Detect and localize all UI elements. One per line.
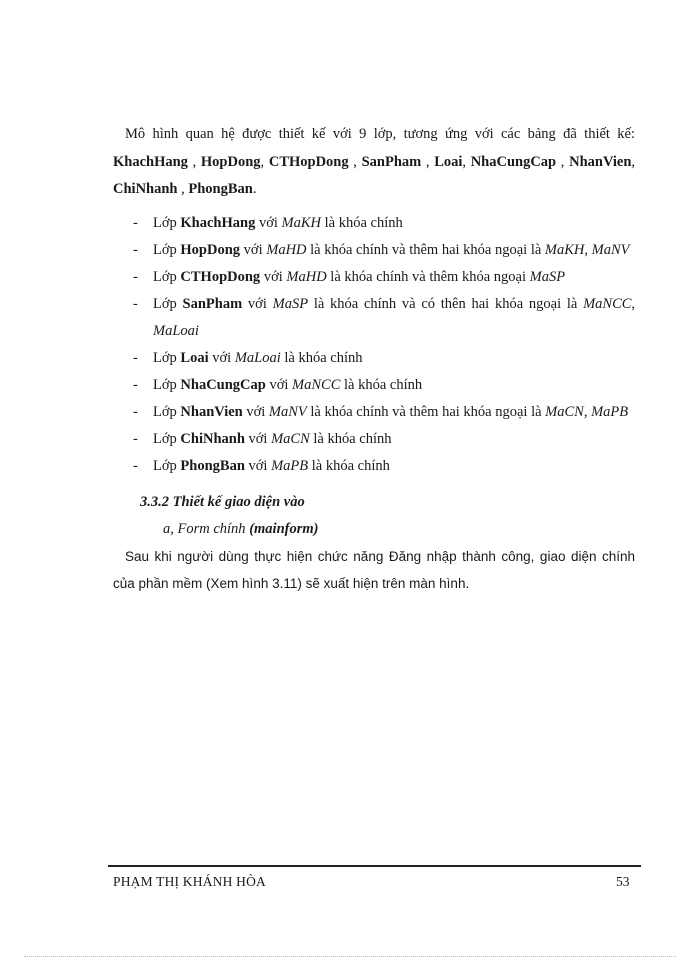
dash-bullet: - [133, 403, 138, 420]
class-name: CTHopDong [180, 268, 261, 285]
dash-bullet: - [133, 241, 138, 258]
footer-author: PHẠM THỊ KHÁNH HÒA [113, 874, 266, 889]
table-name: HopDong [200, 153, 261, 170]
section-heading: 3.3.2 Thiết kế giao diện vào [140, 493, 305, 510]
foreign-key: MaNCC [583, 295, 632, 312]
foreign-key: MaPB [591, 403, 629, 420]
class-list [113, 210, 635, 480]
intro-text: Mô hình quan hệ được thiết kế với 9 lớp, tương ứng với các bảng đã thiết kế: [125, 126, 635, 142]
list-item: - Lớp ChiNhanh với MaCN là khóa chính [113, 426, 635, 453]
list-item: - Lớp NhanVien với MaNV là khóa chính và thêm hai khóa ngoại là MaCN, MaPB [113, 399, 635, 426]
list-item: - Lớp SanPham với MaSP là khóa chính và có thên hai khóa ngoại là MaNCC, MaLoai [113, 291, 635, 345]
foreign-key: MaLoai [153, 322, 199, 339]
foreign-key: MaSP [529, 268, 566, 285]
dash-bullet: - [133, 268, 138, 285]
page-edge-divider [24, 956, 676, 957]
section-body: Sau khi người dùng thực hiện chức năng Đăng nhập thành công, giao diện chính của phần mềm (Xem hình 3.11) sẽ xuất hiện trên màn hình. [113, 548, 635, 591]
list-item: - Lớp Loai với MaLoai là khóa chính [113, 345, 635, 372]
primary-key: MaHD [286, 268, 327, 285]
foreign-key: MaNV [591, 241, 630, 258]
subsection-heading [113, 516, 635, 543]
dash-bullet: - [133, 295, 138, 312]
subsection-prefix: a, Form chính [163, 520, 246, 537]
list-item: - Lớp CTHopDong với MaHD là khóa chính và thêm khóa ngoại MaSP [113, 264, 635, 291]
primary-key: MaCN [271, 430, 310, 447]
class-name: NhanVien [180, 403, 243, 420]
class-name: PhongBan [180, 457, 245, 474]
class-name: Loai [180, 349, 209, 366]
class-name: NhaCungCap [180, 376, 266, 393]
class-name: HopDong [180, 241, 241, 258]
dash-bullet: - [133, 430, 138, 447]
table-name: Loai [434, 153, 463, 170]
table-name: NhaCungCap [470, 153, 557, 170]
class-name: SanPham [182, 295, 243, 312]
dash-bullet: - [133, 457, 138, 474]
primary-key: MaNCC [292, 376, 341, 393]
table-name: SanPham [361, 153, 422, 170]
dash-bullet: - [133, 376, 138, 393]
table-name: KhachHang [113, 153, 188, 170]
page-number: 53 [616, 874, 630, 889]
dash-bullet: - [133, 214, 138, 231]
class-name: ChiNhanh [180, 430, 245, 447]
table-name: CTHopDong [268, 153, 349, 170]
intro-paragraph: Mô hình quan hệ được thiết kế với 9 lớp, tương ứng với các bảng đã thiết kế: KhachHang , HopDong, CTHopDong , SanPham , Loai, NhaCungCap , NhanVien, ChiNhanh , PhongBan. [113, 126, 636, 197]
foreign-key: MaKH [544, 241, 585, 258]
subsection-bold: (mainform) [249, 520, 319, 537]
primary-key: MaKH [281, 214, 322, 231]
primary-key: MaLoai [234, 349, 281, 366]
primary-key: MaHD [266, 241, 307, 258]
list-item: - Lớp KhachHang với MaKH là khóa chính [113, 210, 635, 237]
list-item: - Lớp HopDong với MaHD là khóa chính và thêm hai khóa ngoại là MaKH, MaNV [113, 237, 635, 264]
list-item: - Lớp PhongBan với MaPB là khóa chính [113, 453, 635, 480]
foreign-key: MaCN [545, 403, 584, 420]
table-name: NhanVien [569, 153, 632, 170]
dash-bullet: - [133, 349, 138, 366]
primary-key: MaPB [271, 457, 309, 474]
page-content [113, 121, 635, 597]
table-name: PhongBan [188, 181, 253, 197]
footer-divider [108, 865, 641, 867]
table-name: ChiNhanh [113, 181, 178, 197]
primary-key: MaNV [268, 403, 307, 420]
class-name: KhachHang [180, 214, 256, 231]
primary-key: MaSP [272, 295, 309, 312]
list-item: - Lớp NhaCungCap với MaNCC là khóa chính [113, 372, 635, 399]
